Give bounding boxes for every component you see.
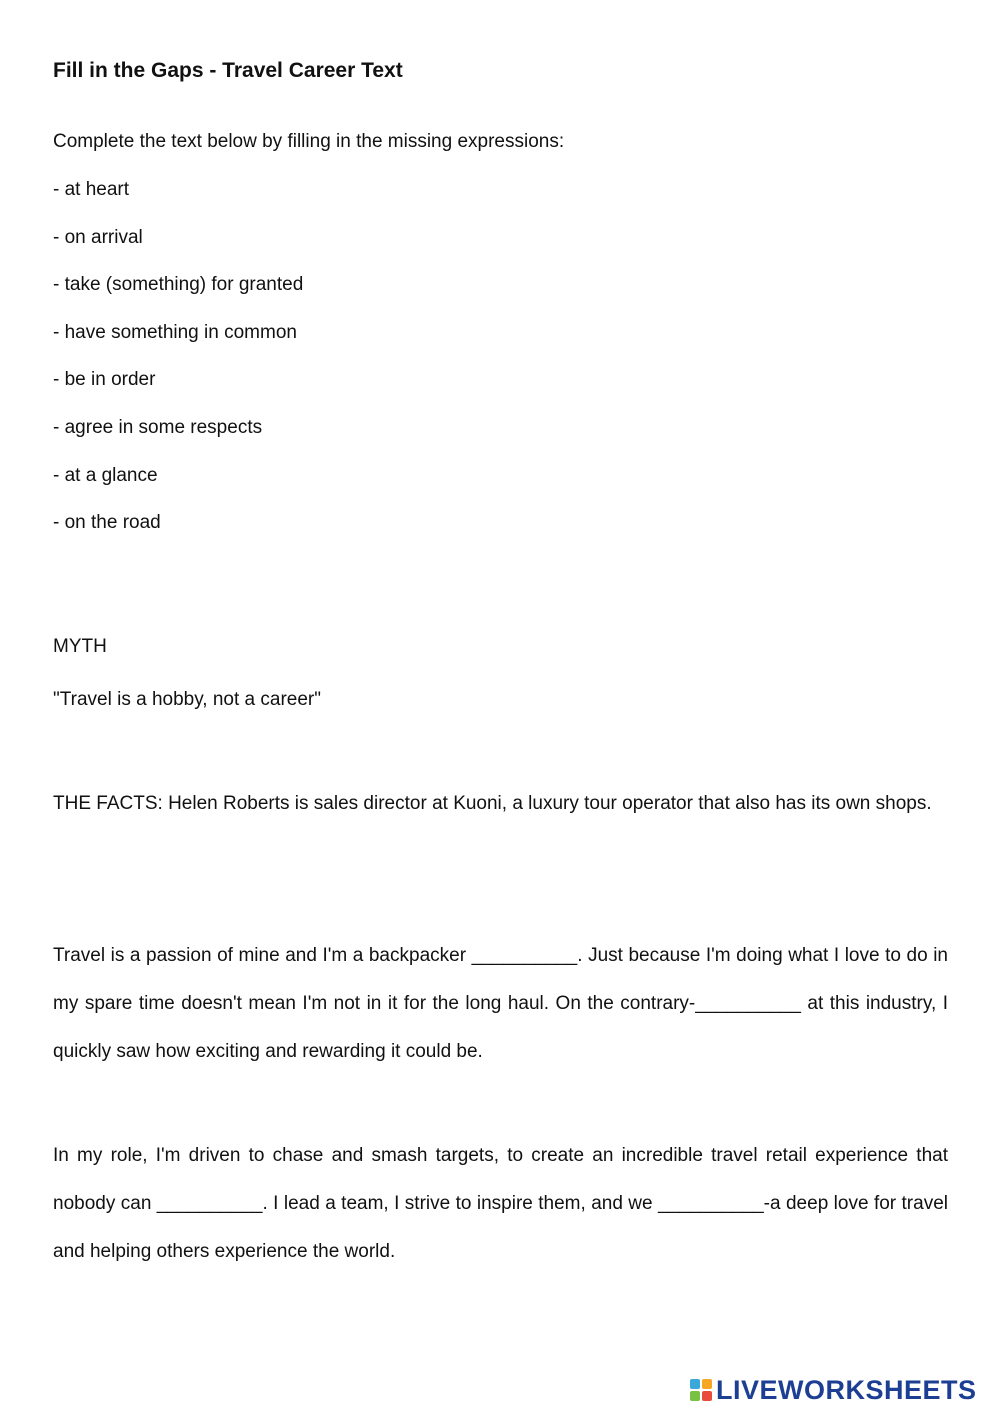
facts-paragraph: THE FACTS: Helen Roberts is sales director at Kuoni, a luxury tour operator that also has its own shops. [53,793,932,814]
expression-item: - at a glance [53,465,158,486]
expression-item: - be in order [53,369,156,390]
logo-square [702,1379,712,1389]
expression-item: - on arrival [53,227,143,248]
logo-square [690,1391,700,1401]
logo-square [702,1391,712,1401]
logo-text: LIVEWORKSHEETS [716,1374,977,1405]
instruction-text: Complete the text below by filling in the missing expressions: [53,131,565,152]
expression-item: - on the road [53,512,161,533]
myth-quote: "Travel is a hobby, not a career" [53,689,322,710]
expression-item: - at heart [53,179,130,200]
gap-paragraph-1: Travel is a passion of mine and I'm a backpacker __________. Just because I'm doing what I love to do in my spare time doesn't mean I'm not in it for the long haul. On the contrary-__________ at this industry, I quickly saw how exciting and rewarding it could be. [53,945,948,1062]
logo-square [690,1379,700,1389]
expression-item: - take (something) for granted [53,274,304,295]
logo-grid-icon [690,1379,712,1401]
worksheet-title: Fill in the Gaps - Travel Career Text [53,59,403,82]
gap-paragraph-2: In my role, I'm driven to chase and smash targets, to create an incredible travel retail experience that nobody can __________. I lead a team, I strive to inspire them, and we __________-a deep love for travel and helping others experience the world. [53,1145,948,1262]
expression-item: - have something in common [53,322,297,343]
liveworksheets-logo [690,1374,977,1406]
expression-item: - agree in some respects [53,417,263,438]
myth-label: MYTH [53,636,107,657]
